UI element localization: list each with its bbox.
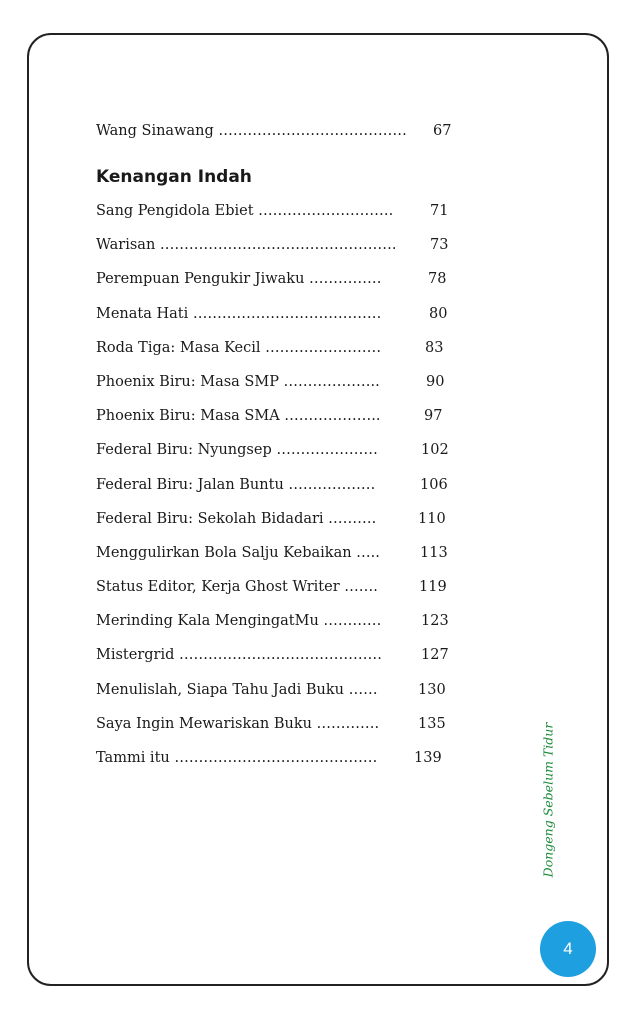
toc-entry-title: Phoenix Biru: Masa SMA ………………..: [96, 408, 381, 425]
toc-entry: [96, 749, 466, 783]
toc-entry: [96, 305, 466, 339]
toc-entry-title: Merinding Kala MengingatMu …………: [96, 613, 382, 630]
toc-entry-page: 73: [430, 237, 449, 254]
toc-entry: [96, 681, 466, 715]
toc-entry: [96, 510, 466, 544]
toc-entry-page: 102: [421, 442, 449, 459]
toc-entry-title: Saya Ingin Mewariskan Buku ………….: [96, 715, 380, 732]
page-number: 4: [563, 939, 573, 958]
toc-entry-title: Menggulirkan Bola Salju Kebaikan …..: [96, 544, 380, 561]
toc-entry-page: 97: [424, 408, 443, 425]
toc-entry-title: Sang Pengidola Ebiet ……………………….: [96, 203, 394, 219]
toc-entry-page: 106: [420, 476, 448, 493]
toc-entry-page: 67: [433, 123, 452, 139]
page-number-badge: [540, 921, 596, 977]
toc-entry: [96, 646, 466, 680]
toc-entry: [96, 270, 466, 304]
toc-entry-page: 119: [419, 579, 447, 596]
toc-entry-title: Federal Biru: Sekolah Bidadari ……….: [96, 510, 377, 527]
toc-entry-title: Phoenix Biru: Masa SMP ………………..: [96, 373, 380, 390]
toc-entry: [96, 236, 466, 270]
toc-entry: [96, 122, 466, 160]
toc-entry-page: 90: [426, 373, 445, 390]
toc-entry: [96, 202, 466, 236]
toc-entry: [96, 373, 466, 407]
toc-entry-title: Mistergrid ……………………………………: [96, 647, 383, 664]
toc-entry: [96, 544, 466, 578]
toc-entry-title: Status Editor, Kerja Ghost Writer …….: [96, 579, 378, 596]
toc-entry-page: 127: [421, 647, 449, 664]
toc-entry-page: 83: [425, 339, 444, 356]
toc-entry-title: Federal Biru: Nyungsep …………………: [96, 442, 378, 459]
toc-entry-title: Menata Hati …………………………………: [96, 305, 382, 322]
toc-entry-page: 80: [429, 305, 448, 322]
toc-entry-page: 110: [418, 510, 446, 527]
toc-entry: [96, 612, 466, 646]
toc-entry-page: 139: [414, 750, 442, 766]
section-heading: Kenangan Indah: [96, 167, 252, 187]
toc-entry-title: Wang Sinawang …………………………………: [96, 123, 407, 139]
toc-entry-page: 130: [418, 681, 446, 698]
toc-entry-title: Tammi itu ……………………………………: [96, 750, 378, 766]
toc-entry: [96, 339, 466, 373]
toc-entry: [96, 441, 466, 475]
toc-entry-title: Menulislah, Siapa Tahu Jadi Buku ……: [96, 681, 378, 698]
toc-entry-title: Roda Tiga: Masa Kecil ……………………: [96, 339, 382, 356]
toc-entry-title: Perempuan Pengukir Jiwaku ……………: [96, 271, 382, 288]
table-of-contents: [96, 122, 466, 783]
book-title-text: Dongeng Sebelum Tidur: [540, 722, 556, 878]
toc-entry: [96, 715, 466, 749]
toc-entry: [96, 578, 466, 612]
toc-entry-title: Federal Biru: Jalan Buntu ………………: [96, 476, 376, 493]
toc-entry-title: Warisan ………………………………………….: [96, 237, 397, 254]
toc-entry-page: 78: [428, 271, 447, 288]
toc-entry: [96, 407, 466, 441]
toc-entry-page: 135: [418, 715, 446, 732]
toc-entry-page: 123: [421, 613, 449, 630]
toc-entry: [96, 476, 466, 510]
toc-entry-page: 113: [420, 544, 448, 561]
toc-entry-page: 71: [430, 203, 449, 219]
book-title-vertical: [528, 720, 568, 880]
